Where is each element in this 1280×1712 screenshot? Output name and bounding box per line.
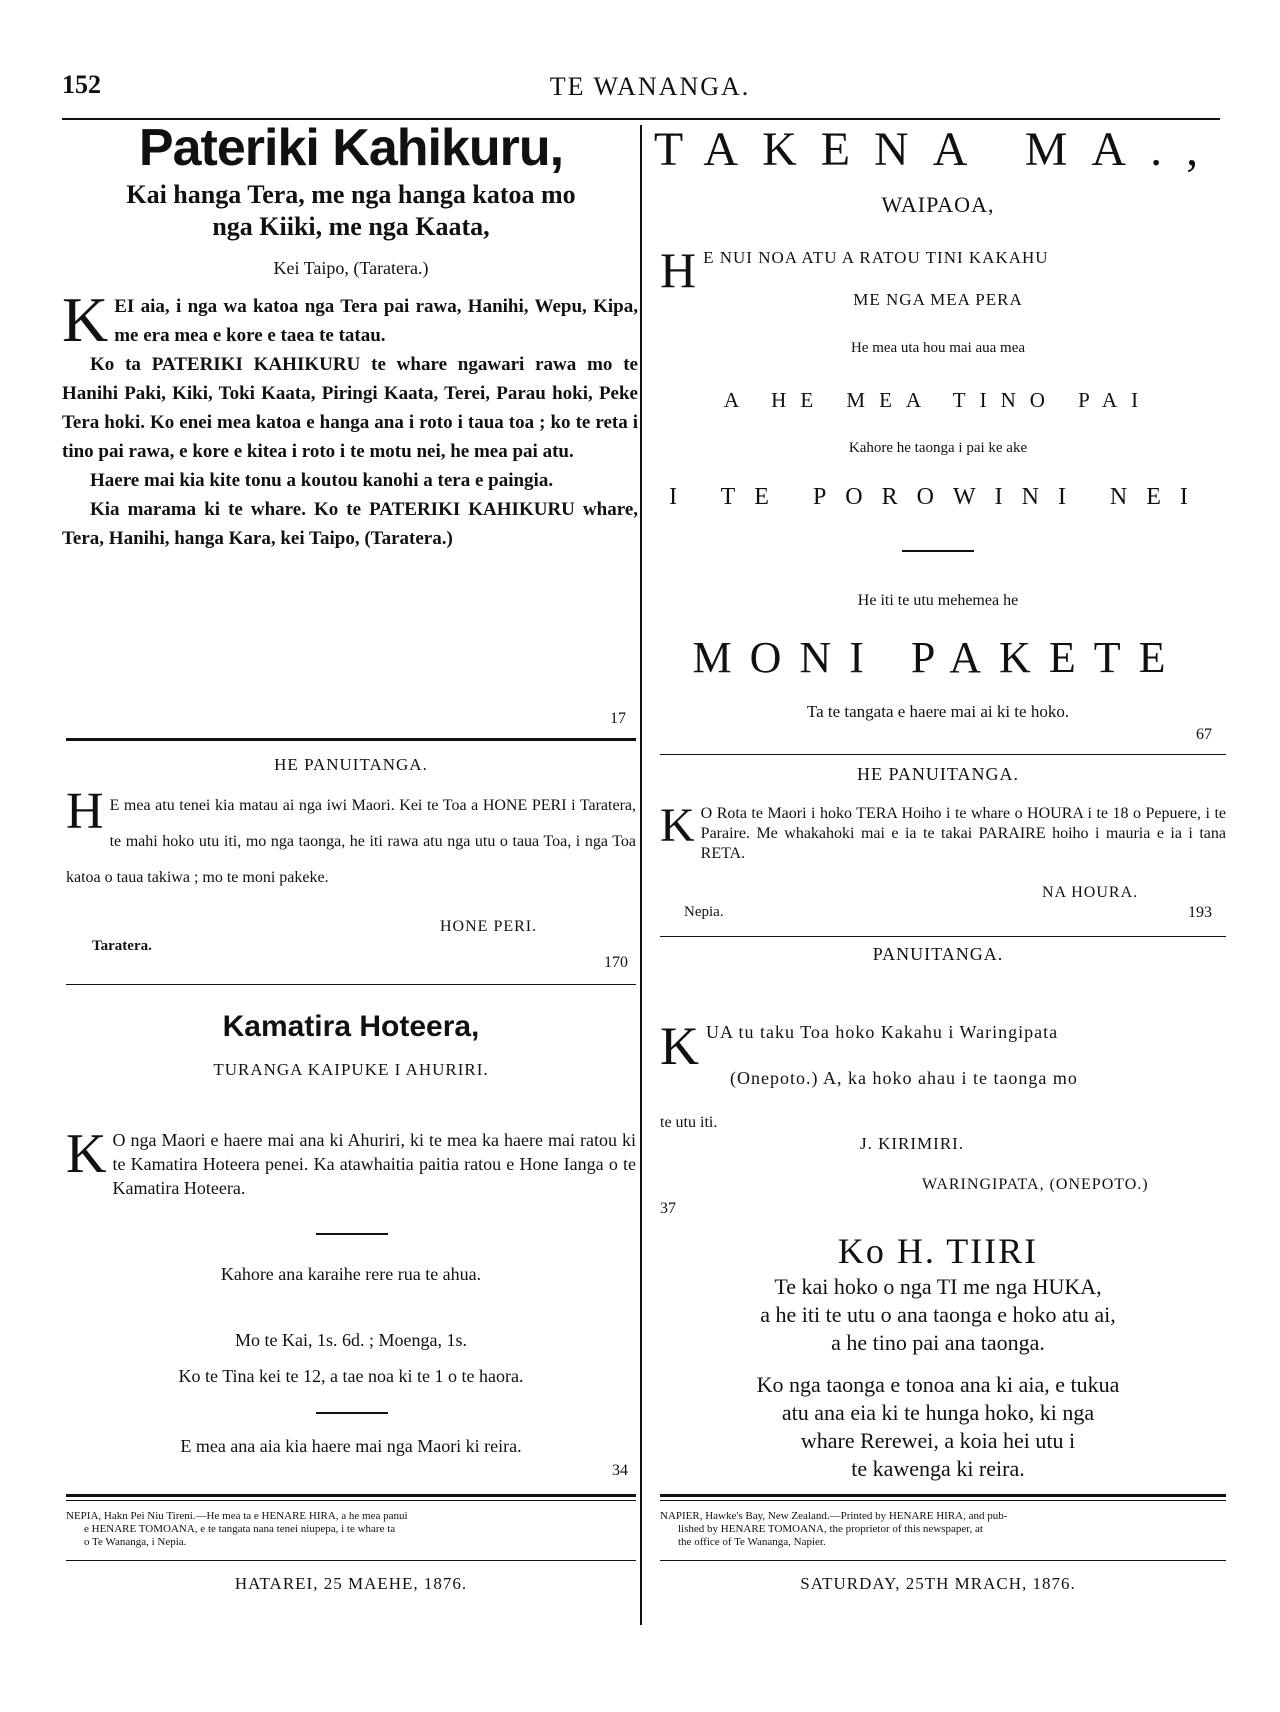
- ad-pateriki-subhead-1: Kai hanga Tera, me nga hanga katoa mo: [126, 180, 576, 209]
- ad-takena-line-6: I TE POROWINI NEI: [669, 484, 1207, 510]
- ad-kirimiri-signature: J. KIRIMIRI.: [860, 1134, 965, 1153]
- imprint-left: [66, 1510, 638, 1549]
- left-rule-1: [66, 738, 636, 741]
- page-number: 152: [62, 70, 101, 99]
- ad-kamatira-body: [66, 1123, 636, 1200]
- footer-rule-top-right: [660, 1494, 1226, 1497]
- ad-takena-location: WAIPAOA,: [881, 192, 995, 217]
- imprint-right-line-2: lished by HENARE TOMOANA, the proprietor of this newspaper, at: [678, 1523, 983, 1535]
- imprint-right: [660, 1510, 1228, 1549]
- ad-kamatira-dropcap: K: [66, 1123, 107, 1185]
- ad-houra-number: 193: [1188, 904, 1212, 921]
- ad-kamatira-divider-2: [316, 1412, 388, 1414]
- ad-takena-line-2: ME NGA MEA PERA: [853, 290, 1023, 309]
- left-rule-2: [66, 984, 636, 985]
- ad-hone-peri-place: Taratera.: [92, 938, 152, 954]
- ad-takena-dropcap: H: [660, 242, 698, 298]
- ad-houra-text: O Rota te Maori i hoko TERA Hoiho i te whare o HOURA i te 18 o Pepuere, i te Paraire. Me whakahoki mai e ia te takai PARAIRE hoiho i mauria e ia i tana RETA.: [700, 805, 1226, 862]
- ad-takena-line-9: Ta te tangata e haere mai ai ki te hoko.: [806, 702, 1070, 721]
- ad-takena-line-3: He mea uta hou mai aua mea: [850, 340, 1026, 356]
- ad-kirimiri-heading: PANUITANGA.: [872, 944, 1004, 964]
- ad-pateriki-para-1: EI aia, i nga wa katoa nga Tera pai rawa, Hanihi, Wepu, Kipa, me era mea e kore e taea te tatau.: [114, 296, 638, 346]
- ad-pateriki-headline: Pateriki Kahikuru,: [138, 119, 564, 177]
- imprint-left-line-1: NEPIA, Hakn Pei Niu Tireni.—He mea ta e HENARE HIRA, a he mea panui: [66, 1510, 408, 1522]
- ad-pateriki-dropcap: K: [62, 284, 109, 355]
- ad-tiiri-line-2: a he iti te utu o ana taonga e hoko atu ai,: [760, 1302, 1116, 1327]
- ad-hone-peri-heading: HE PANUITANGA.: [274, 755, 428, 774]
- footer-rule-top-left: [66, 1494, 636, 1497]
- ad-pateriki-para-3: Haere mai kia kite tonu a koutou kanohi a tera e paingia.: [90, 470, 554, 491]
- ad-takena-number: 67: [1196, 726, 1212, 743]
- right-rule-1: [660, 754, 1226, 755]
- imprint-right-line-1: NAPIER, Hawke's Bay, New Zealand.—Printed by HENARE HIRA, and pub-: [660, 1510, 1008, 1522]
- ad-kirimiri-place: WARINGIPATA, (ONEPOTO.): [922, 1176, 1149, 1193]
- ad-kirimiri-line-1-wrap: [660, 1016, 1230, 1076]
- ad-hone-peri-signature: HONE PERI.: [440, 918, 538, 935]
- ad-kamatira-text: O nga Maori e haere mai ana ki Ahuriri, ki te mea ka haere mai ratou ki te Kamatira Hoteera penei. Ka atawhaitia paitia ratou e Hone Ianga o te Kamatira Hoteera.: [112, 1130, 636, 1198]
- ad-hone-peri-text: E mea atu tenei kia matau ai nga iwi Maori. Kei te Toa a HONE PERI i Taratera, te mahi hoko utu iti, mo nga taonga, he iti rawa atu nga utu o taua Toa, i nga Toa katoa o taua takiwa ; mo te moni pakeke.: [66, 797, 636, 886]
- ad-kirimiri-number: 37: [660, 1200, 676, 1217]
- ad-kamatira-line-2: Mo te Kai, 1s. 6d. ; Moenga, 1s.: [235, 1330, 467, 1350]
- footer-rule-mid-right: [660, 1560, 1226, 1561]
- column-divider: [640, 125, 642, 1625]
- footer-rule-mid-left: [66, 1560, 636, 1561]
- ad-houra-heading: HE PANUITANGA.: [857, 764, 1019, 784]
- ad-kirimiri-line-2: (Onepoto.) A, ka hoko ahau i te taonga mo: [730, 1068, 1078, 1088]
- ad-hone-peri-body: [66, 783, 636, 896]
- footer-rule-top-left-2: [66, 1500, 636, 1501]
- ad-tiiri-line-6: whare Rerewei, a koia hei utu i: [800, 1428, 1076, 1453]
- ad-kirimiri-line-1: UA tu taku Toa hoko Kakahu i Waringipata: [706, 1022, 1059, 1042]
- ad-houra-body: [660, 799, 1226, 864]
- ad-takena-line-7: He iti te utu mehemea he: [857, 592, 1019, 609]
- ad-tiiri-line-4: Ko nga taonga e tonoa ana ki aia, e tukua: [756, 1372, 1120, 1397]
- ad-kamatira-line-4: E mea ana aia kia haere mai nga Maori ki reira.: [180, 1436, 522, 1456]
- ad-takena-line-5: Kahore he taonga i pai ke ake: [848, 440, 1028, 456]
- ad-hone-peri-dropcap: H: [66, 783, 104, 840]
- ad-tiiri-line-7: te kawenga ki reira.: [851, 1456, 1025, 1481]
- right-rule-2: [660, 936, 1226, 937]
- ad-kamatira-number: 34: [612, 1462, 628, 1479]
- ad-pateriki-para-4: Kia marama ki te whare. Ko te PATERIKI KAHIKURU whare, Tera, Hanihi, hanga Kara, kei Taipo, (Taratera.): [62, 499, 638, 549]
- ad-takena-headline: TAKENA MA.,: [653, 123, 1223, 176]
- imprint-right-line-3: the office of Te Wananga, Napier.: [678, 1536, 826, 1548]
- ad-takena-line-1-wrap: [660, 242, 1230, 298]
- ad-takena-line-1: E NUI NOA ATU A RATOU TINI KAKAHU: [703, 248, 1049, 267]
- ad-tiiri-line-5: atu ana eia ki te hunga hoko, ki nga: [781, 1400, 1095, 1425]
- ad-hone-peri-number: 170: [604, 954, 628, 971]
- ad-pateriki-subhead-2: nga Kiiki, me nga Kaata,: [212, 212, 490, 241]
- ad-houra-dropcap: K: [660, 799, 695, 852]
- ad-pateriki-number: 17: [610, 710, 626, 727]
- ad-takena-line-8: MONI PAKETE: [692, 633, 1184, 682]
- ad-tiiri-line-3: a he tino pai ana taonga.: [831, 1330, 1045, 1355]
- date-left: HATAREI, 25 MAEHE, 1876.: [234, 1574, 468, 1593]
- ad-kamatira-subhead: TURANGA KAIPUKE I AHURIRI.: [213, 1060, 489, 1079]
- imprint-left-line-2: e HENARE TOMOANA, e te tangata nana tenei niupepa, i te whare ta: [84, 1523, 396, 1535]
- ad-kirimiri-dropcap: K: [660, 1016, 700, 1076]
- newspaper-title: TE WANANGA.: [549, 72, 751, 101]
- ad-pateriki-location: Kei Taipo, (Taratera.): [273, 258, 429, 278]
- ad-houra-place: Nepia.: [684, 904, 724, 920]
- imprint-left-line-3: o Te Wananga, i Nepia.: [84, 1536, 187, 1548]
- date-right: SATURDAY, 25TH MRACH, 1876.: [800, 1574, 1076, 1593]
- ad-kirimiri-line-3: te utu iti.: [660, 1114, 718, 1131]
- ad-pateriki-body: [62, 284, 638, 553]
- ad-kamatira-divider-1: [316, 1233, 388, 1235]
- ad-tiiri-headline: Ko H. TIIRI: [837, 1231, 1039, 1271]
- ad-takena-line-4: A HE MEA TINO PAI: [723, 388, 1153, 412]
- ad-kamatira-line-1: Kahore ana karaihe rere rua te ahua.: [220, 1264, 482, 1284]
- footer-rule-top-right-2: [660, 1500, 1226, 1501]
- ad-kamatira-headline: Kamatira Hoteera,: [222, 1010, 480, 1043]
- ad-takena-divider: [902, 550, 974, 552]
- ad-pateriki-para-2: Ko ta PATERIKI KAHIKURU te whare ngawari rawa mo te Hanihi Paki, Kiki, Toki Kaata, Piringi Kaata, Terei, Parau hoki, Peke Tera hoki. Ko enei mea katoa e hanga ana i roto i taua toa ; ko te reta i tino pai rawa, e kore e kitea i roto i te motu nei, he mea pai atu.: [62, 354, 638, 462]
- ad-tiiri-line-1: Te kai hoko o nga TI me nga HUKA,: [774, 1274, 1102, 1299]
- ad-houra-signature: NA HOURA.: [1042, 884, 1139, 901]
- ad-kamatira-line-3: Ko te Tina kei te 12, a tae noa ki te 1 o te haora.: [178, 1366, 524, 1386]
